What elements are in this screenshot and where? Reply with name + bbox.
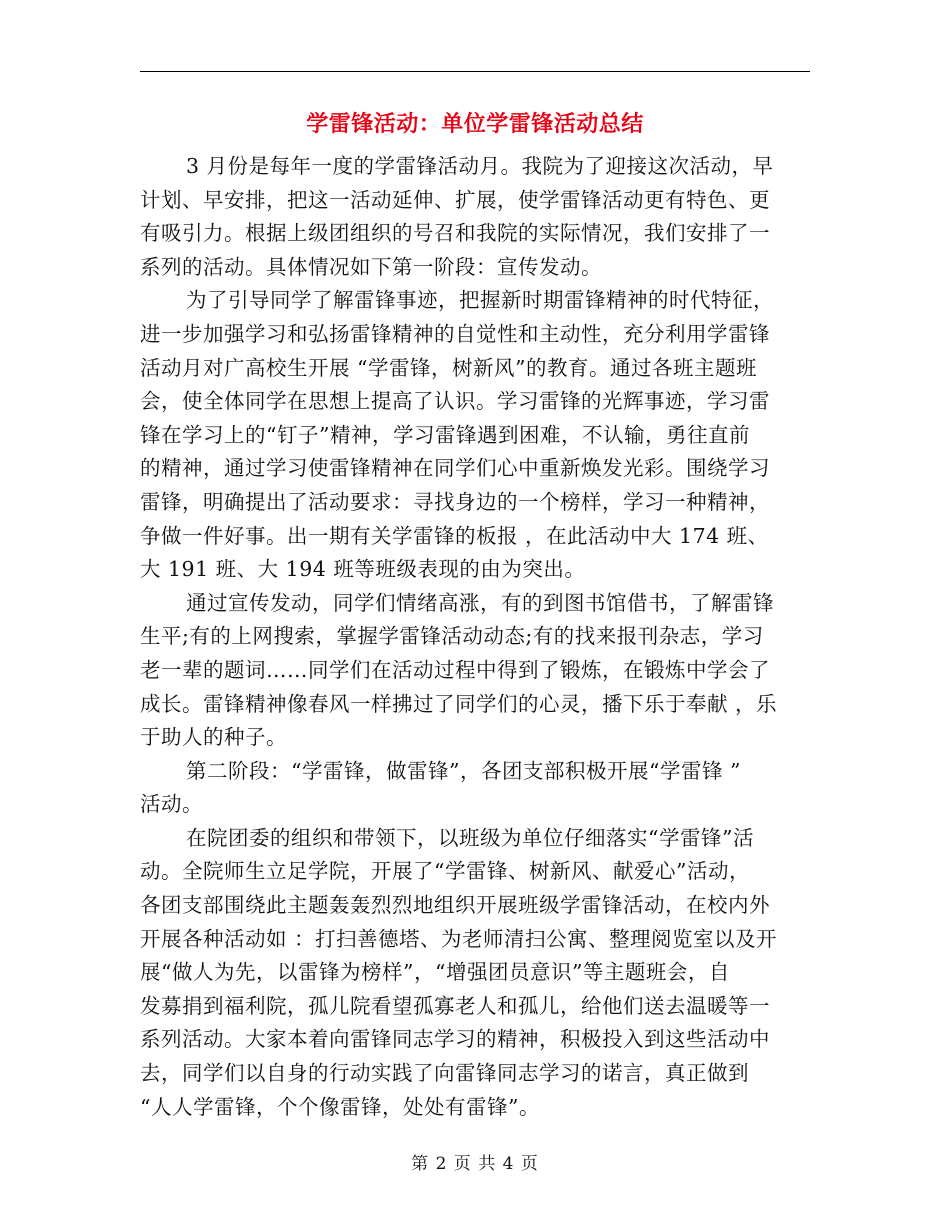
paragraph-line: 老一辈的题词……同学们在活动过程中得到了锻炼，在锻炼中学会了 (140, 657, 770, 682)
paragraph-line: 会，使全体同学在思想上提高了认识。学习雷锋的光辉事迹，学习雷 (140, 389, 770, 414)
paragraph-line: 大 191 班、大 194 班等班级表现的由为突出。 (140, 557, 586, 582)
paragraph-line: 的精神，通过学习使雷锋精神在同学们心中重新焕发光彩。围绕学习 (140, 456, 770, 481)
document-body (140, 150, 810, 1124)
paragraph (140, 284, 810, 586)
paragraph (140, 755, 810, 822)
paragraph-line: 于助人的种子。 (140, 725, 287, 750)
page-number: 第 2 页 共 4 页 (411, 1154, 539, 1174)
paragraph-line: 开展各种活动如 ：打扫善德塔、为老师清扫公寓、整理阅览室以及开 (140, 926, 778, 951)
paragraph-line: 系列的活动。具体情况如下第一阶段：宣传发动。 (140, 254, 602, 279)
paragraph-line: 锋在学习上的“钉子”精神，学习雷锋遇到困难，不认输，勇往直前 (140, 422, 750, 447)
paragraph-line: 争做一件好事。出一期有关学雷锋的板报 ，在此活动中大 174 班、 (140, 523, 769, 548)
document-title: 学雷锋活动：单位学雷锋活动总结 (306, 112, 644, 137)
paragraph-line: 计划、早安排，把这一活动延伸、扩展，使学雷锋活动更有特色、更 (140, 187, 770, 212)
paragraph-line: 动。全院师生立足学院，开展了“学雷锋、树新风、献爱心”活动， (140, 859, 750, 884)
paragraph (140, 822, 810, 1124)
paragraph-line: 系列活动。大家本着向雷锋同志学习的精神，积极投入到这些活动中 (140, 1027, 770, 1052)
paragraph-line: 通过宣传发动，同学们情绪高涨，有的到图书馆借书，了解雷锋 (186, 590, 774, 615)
paragraph-line: 生平;有的上网搜索，掌握学雷锋活动动态;有的找来报刊杂志，学习 (140, 624, 764, 649)
paragraph-line: 活动月对广高校生开展 “学雷锋，树新风”的教育。通过各班主题班 (140, 355, 757, 380)
paragraph-line: 有吸引力。根据上级团组织的号召和我院的实际情况，我们安排了一 (140, 221, 770, 246)
paragraph (140, 587, 810, 755)
paragraph-line: 活动。 (140, 792, 203, 817)
paragraph-line: 去，同学们以自身的行动实践了向雷锋同志学习的诺言，真正做到 (140, 1061, 749, 1086)
paragraph-line: 发募捐到福利院，孤儿院看望孤寡老人和孤儿，给他们送去温暖等一 (140, 993, 770, 1018)
paragraph-line: 为了引导同学了解雷锋事迹，把握新时期雷锋精神的时代特征， (186, 288, 774, 313)
paragraph-line: 进一步加强学习和弘扬雷锋精神的自觉性和主动性，充分利用学雷锋 (140, 321, 770, 346)
paragraph-line: 各团支部围绕此主题轰轰烈烈地组织开展班级学雷锋活动，在校内外 (140, 893, 770, 918)
paragraph-line: 在院团委的组织和带领下，以班级为单位仔细落实“学雷锋”活 (186, 825, 754, 850)
paragraph-line: 第二阶段：“学雷锋，做雷锋”，各团支部积极开展“学雷锋 ” (186, 758, 741, 783)
paragraph-line: 成长。雷锋精神像春风一样拂过了同学们的心灵，播下乐于奉献 ，乐 (140, 691, 778, 716)
paragraph-line: 雷锋，明确提出了活动要求：寻找身边的一个榜样，学习一种精神， (140, 489, 770, 514)
header-rule (140, 71, 810, 72)
paragraph-line: “人人学雷锋，个个像雷锋，处处有雷锋”。 (140, 1094, 540, 1119)
paragraph-line: 3 月份是每年一度的学雷锋活动月。我院为了迎接这次活动，早 (186, 154, 774, 178)
paragraph-line: 展“做人为先，以雷锋为榜样”，“增强团员意识”等主题班会，自 (140, 960, 730, 985)
paragraph (140, 150, 810, 284)
